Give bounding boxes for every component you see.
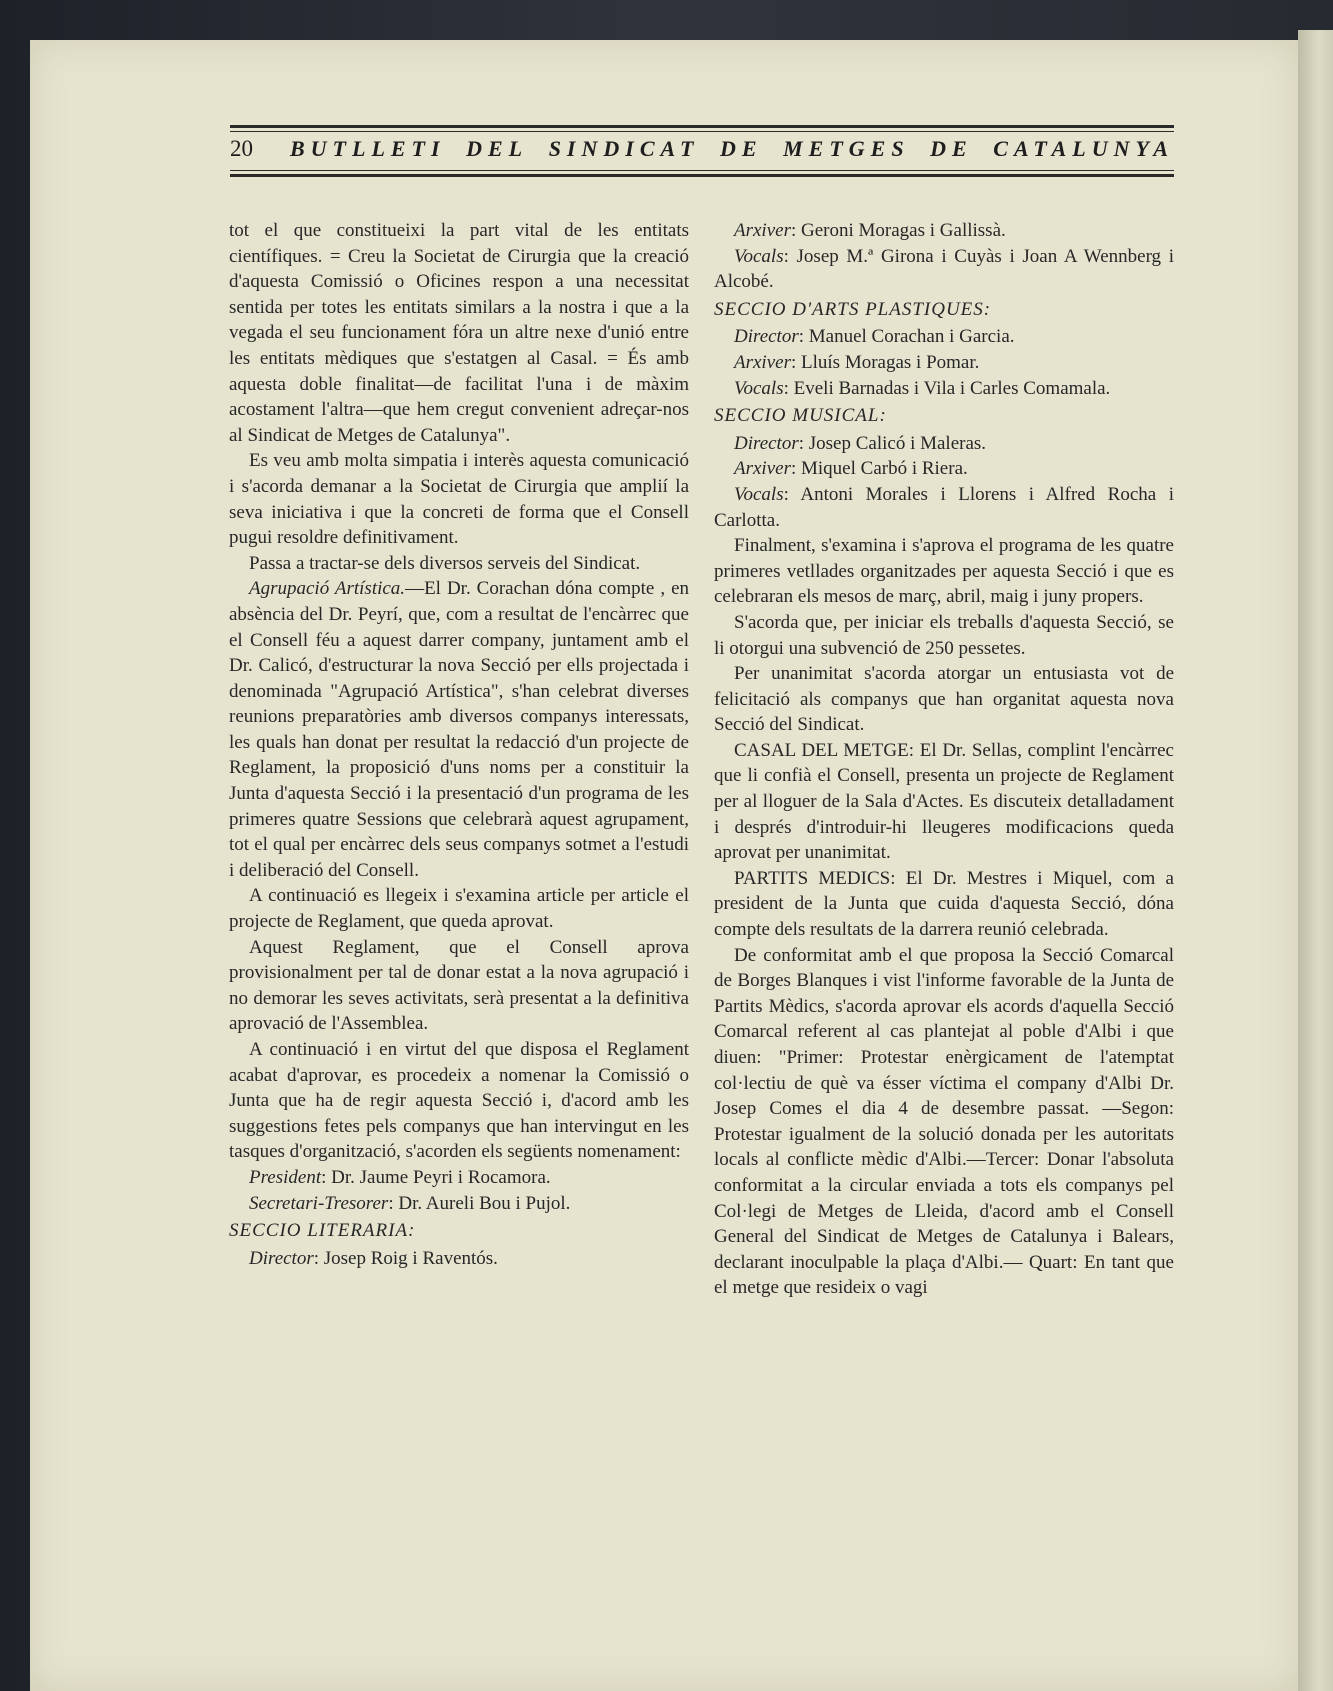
role-label: Arxiver bbox=[734, 220, 791, 241]
role-label: Arxiver bbox=[734, 458, 791, 480]
role-name: : Antoni Morales i Llorens i Alfred Rocha i Carlotta. bbox=[714, 483, 1174, 531]
role-name: : Josep M.ª Girona i Cuyàs i Joan A Wennberg i Alcobé. bbox=[714, 245, 1174, 293]
appointment-vocals bbox=[714, 482, 1174, 533]
role-name: : Eveli Barnadas i Vila i Carles Comamala. bbox=[783, 377, 1111, 399]
paragraph: Passa a tractar-se dels diversos serveis del Sindicat. bbox=[249, 552, 641, 574]
role-name: : Dr. Aureli Bou i Pujol. bbox=[388, 1192, 571, 1214]
header-rule-top-thin bbox=[230, 131, 1174, 132]
appointment-director bbox=[229, 1246, 689, 1272]
role-label: Vocals bbox=[734, 377, 784, 399]
section-heading: SECCIO MUSICAL: bbox=[714, 405, 887, 427]
title-word: BUTLLETI bbox=[290, 136, 446, 161]
role-name: : Dr. Jaume Peyri i Rocamora. bbox=[321, 1166, 551, 1188]
header-line bbox=[230, 136, 1174, 168]
role-name: : Josep Roig i Raventós. bbox=[313, 1247, 498, 1269]
page-number: 20 bbox=[230, 136, 253, 161]
section-label: Agrupació Artística. bbox=[249, 578, 406, 600]
paragraph: De conformitat amb el que proposa la Secció Comarcal de Borges Blanques i vist l'informe favorable de la Junta de Partits Mèdics, s'acorda aprovar els acords d'aquella Secció Comarcal referent al cas plantejat al poble d'Albi i que diuen: "Primer: Protestar enèrgicament de l'atemptat col·lectiu de què va ésser víctima el company d'Albi Dr. Josep Comes el dia 4 de desembre passat. —Segon: Protestar igualment de la solució donada per les autoritats locals al conflicte mèdic d'Albi.—Tercer: Donar l'absoluta conformitat a la circular enviada a tots els companys pel Col·legi de Metges de Lleida, d'acord amb el Consell General del Sindicat de Metges de Catalunya i Balears, declarant inoculpable la plaça d'Albi.— Quart: En tant que el metge que resideix o vagi bbox=[714, 944, 1174, 1299]
section-heading: SECCIO LITERARIA: bbox=[229, 1220, 416, 1242]
right-column bbox=[714, 218, 1174, 1301]
role-label: Vocals bbox=[734, 483, 784, 505]
journal-title bbox=[290, 136, 1174, 162]
role-name: : Miquel Carbó i Riera. bbox=[790, 458, 968, 480]
paragraph-agrupacio bbox=[229, 576, 689, 883]
paragraph: tot el que constitueixi la part vital de les entitats científiques. = Creu la Societat de Cirurgia que la creació d'aquesta Comissió o Oficines respon a una necessitat sentida per totes les entitats similars a la nostra i que a la vegada el seu funcionament fóra un altre nexe d'unió entre les entitats mèdiques que s'estatgen al Casal. = És amb aquesta doble finalitat—de facilitat l'una i de màxim acostament l'altra—que hem cregut convenient adreçar-nos al Sindicat de Metges de Catalunya". bbox=[229, 220, 689, 446]
role-name: : Josep Calicó i Maleras. bbox=[798, 432, 987, 454]
appointment-president bbox=[229, 1165, 689, 1191]
next-page-edge bbox=[1298, 30, 1333, 1691]
title-word: DE bbox=[719, 136, 763, 161]
header-rule-bottom-thin bbox=[230, 170, 1174, 171]
running-header bbox=[230, 125, 1174, 181]
paragraph: Per unanimitat s'acorda atorgar un entusiasta vot de felicitació als companys que han organitat aquesta nova Secció del Sindicat. bbox=[714, 663, 1174, 736]
role-label: Secretari-Tresorer bbox=[249, 1192, 389, 1214]
appointment-arxiver bbox=[714, 456, 1174, 482]
appointment-director bbox=[714, 324, 1174, 350]
role-label: Arxiver bbox=[734, 351, 791, 373]
appointment-director bbox=[714, 431, 1174, 457]
role-label: Director bbox=[734, 432, 799, 454]
role-name: : Geroni Moragas i Gallissà. bbox=[790, 220, 1006, 241]
role-label: Director bbox=[249, 1247, 314, 1269]
paragraph-casal: CASAL DEL METGE: El Dr. Sellas, complint l'encàrrec que li confià el Consell, presenta un projecte de Reglament per al lloguer de la Sala d'Actes. Es discuteix detalladament i després d'introduir-hi lleugeres modificacions queda aprovat per unanimitat. bbox=[714, 739, 1174, 864]
paragraph-partits: PARTITS MEDICS: El Dr. Mestres i Miquel, com a president de la Junta que cuida d'aquesta Secció, dóna compte dels resultats de la darrera reunió celebrada. bbox=[714, 867, 1174, 941]
section-heading: SECCIO D'ARTS PLASTIQUES: bbox=[714, 298, 992, 320]
title-word: DEL bbox=[466, 136, 529, 161]
paragraph: Aquest Reglament, que el Consell aprova provisionalment per tal de donar estat a la nova agrupació i no demorar les seves activitats, serà presentat a la definitiva aprovació de l'Assemblea. bbox=[229, 936, 689, 1035]
title-word: SINDICAT bbox=[548, 136, 700, 161]
role-label: President bbox=[249, 1166, 322, 1188]
appointment-arxiver bbox=[714, 218, 1174, 244]
paragraph: A continuació es llegeix i s'examina article per article el projecte de Reglament, que queda aprovat. bbox=[229, 885, 689, 933]
header-rule-top bbox=[230, 125, 1174, 128]
role-name: : Manuel Corachan i Garcia. bbox=[798, 326, 1015, 348]
appointment-arxiver bbox=[714, 350, 1174, 376]
role-label: Director bbox=[734, 326, 799, 348]
appointment-vocals bbox=[714, 244, 1174, 295]
paragraph-text: —El Dr. Corachan dóna compte , en absència del Dr. Peyrí, que, com a resultat de l'encàrrec que el Consell féu a aquest darrer company, juntament amb el Dr. Calicó, d'estructurar la nova Secció per ells projectada i denominada "Agrupació Artística", s'han celebrat diverses reunions preparatòries amb diversos companys interessats, les quals han donat per resultat la redacció d'un projecte de Reglament, la proposició d'uns noms per a constituir la Junta d'aquesta Secció i la presentació d'un programa de les primeres quatre Sessions que celebrarà aquest agrupament, tot el qual per encàrrec dels seus companys sotmet a l'estudi i deliberació del Consell. bbox=[229, 578, 689, 881]
title-word: METGES bbox=[783, 136, 910, 161]
role-name: : Lluís Moragas i Pomar. bbox=[790, 351, 980, 373]
appointment-secretari bbox=[229, 1191, 689, 1217]
paragraph: Finalment, s'examina i s'aprova el programa de les quatre primeres vetllades organitzades per aquesta Secció i que es celebraran els mesos de març, abril, maig i juny propers. bbox=[714, 535, 1174, 608]
appointment-vocals bbox=[714, 376, 1174, 402]
paragraph: Es veu amb molta simpatia i interès aquesta comunicació i s'acorda demanar a la Societat de Cirurgia que amplií la seva iniciativa i que la concreti de forma que el Consell pugui resoldre definitivament. bbox=[229, 450, 689, 549]
role-label: Vocals bbox=[734, 245, 784, 267]
paragraph: A continuació i en virtut del que disposa el Reglament acabat d'aprovar, es procedeix a nomenar la Comissió o Junta que ha de regir aquesta Secció i, d'acord amb les suggestions fetes pels companys que han intervingut en les tasques d'organització, s'acorden els següents nomenament: bbox=[229, 1039, 689, 1163]
title-word: CATALUNYA bbox=[993, 136, 1174, 161]
left-column bbox=[229, 218, 689, 1271]
header-rule-bottom bbox=[230, 174, 1174, 177]
title-word: DE bbox=[930, 136, 973, 161]
paragraph: S'acorda que, per iniciar els treballs d'aquesta Secció, se li otorgui una subvenció de 250 pessetes. bbox=[714, 611, 1174, 659]
